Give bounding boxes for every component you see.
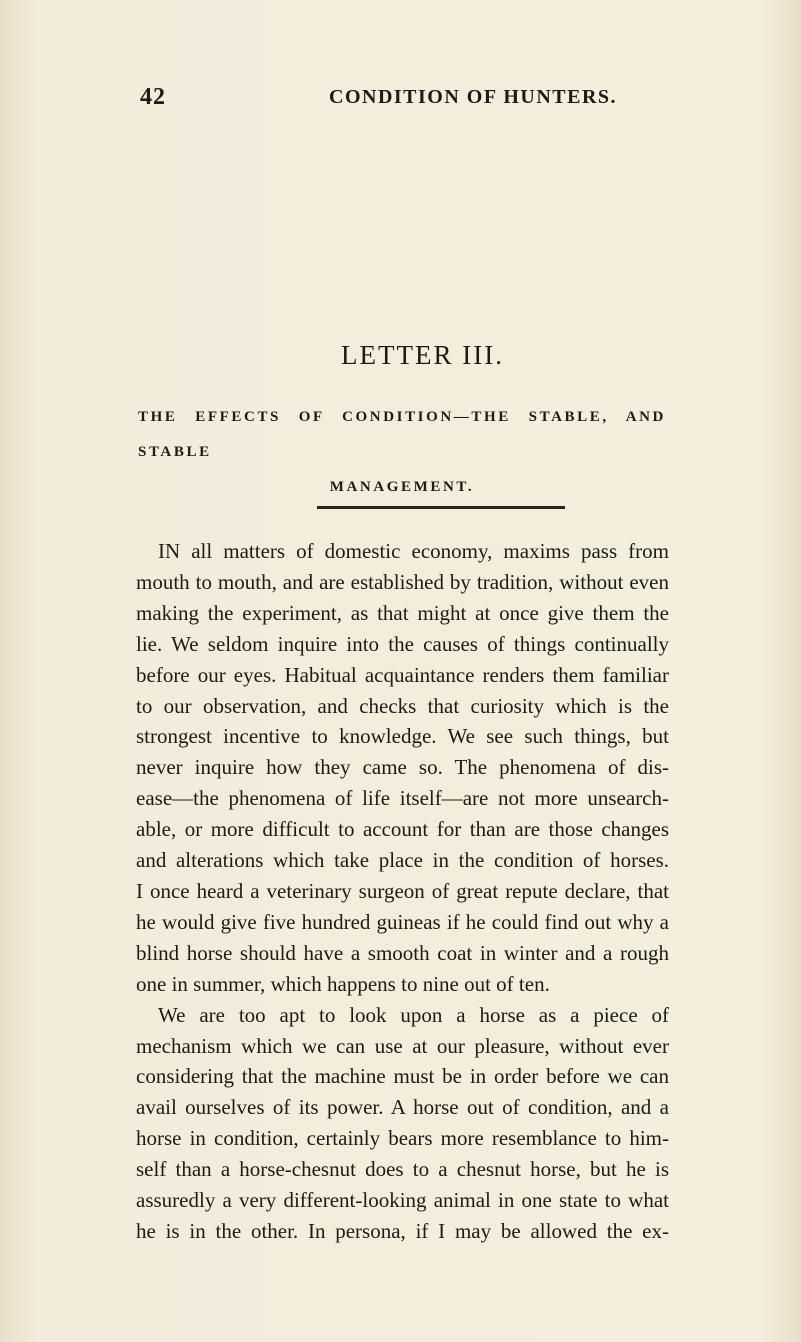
text-line: horse in condition, certainly bears more resemblance to him- xyxy=(136,1126,669,1151)
text-line: ease—the phenomena of life itself—are not more unsearch- xyxy=(136,786,669,811)
text-line: considering that the machine must be in order before we can xyxy=(136,1064,669,1089)
text-line: avail ourselves of its power. A horse out of condition, and a xyxy=(136,1095,669,1120)
running-title: CONDITION OF HUNTERS. xyxy=(329,86,618,108)
body-text xyxy=(136,536,669,1247)
text-line: able, or more difficult to account for than are those changes xyxy=(136,817,669,842)
text-line: mouth to mouth, and are established by tradition, without even xyxy=(136,569,669,594)
text-line: never inquire how they came so. The phenomena of dis- xyxy=(136,755,669,780)
text-line: strongest incentive to knowledge. We see such things, but xyxy=(136,724,669,749)
text-line: assuredly a very different-looking animal in one state to what xyxy=(136,1188,669,1213)
text-line: making the experiment, as that might at once give them the xyxy=(136,600,669,625)
text-line: he would give five hundred guineas if he could find out why a xyxy=(136,909,669,934)
text-line: self than a horse-chesnut does to a chesnut horse, but he is xyxy=(136,1157,669,1182)
text-line: and alterations which take place in the condition of horses. xyxy=(136,848,669,873)
page-number: 42 xyxy=(140,84,166,110)
text-line: blind horse should have a smooth coat in winter and a rough xyxy=(136,940,669,965)
running-head xyxy=(0,84,801,114)
text-line: he is in the other. In persona, if I may be allowed the ex- xyxy=(136,1218,669,1243)
letter-subtitle xyxy=(138,400,666,505)
text-line: I once heard a veterinary surgeon of great repute declare, that xyxy=(136,878,669,903)
section-rule xyxy=(317,506,565,509)
text-line: lie. We seldom inquire into the causes of things continually xyxy=(136,631,669,656)
subtitle-line-1: THE EFFECTS OF CONDITION—THE STABLE, AND STABLE xyxy=(138,409,666,460)
text-line: mechanism which we can use at our pleasure, without ever xyxy=(136,1033,669,1058)
text-line: one in summer, which happens to nine out of ten. xyxy=(136,971,550,996)
letter-title: LETTER III. xyxy=(341,340,504,370)
text-line: IN all matters of domestic economy, maxims pass from xyxy=(158,539,669,563)
subtitle-line-2: MANAGEMENT. xyxy=(329,479,475,495)
text-line: to our observation, and checks that curiosity which is the xyxy=(136,693,669,718)
text-line: before our eyes. Habitual acquaintance renders them familiar xyxy=(136,662,669,687)
text-line: We are too apt to look upon a horse as a piece of xyxy=(158,1002,669,1027)
